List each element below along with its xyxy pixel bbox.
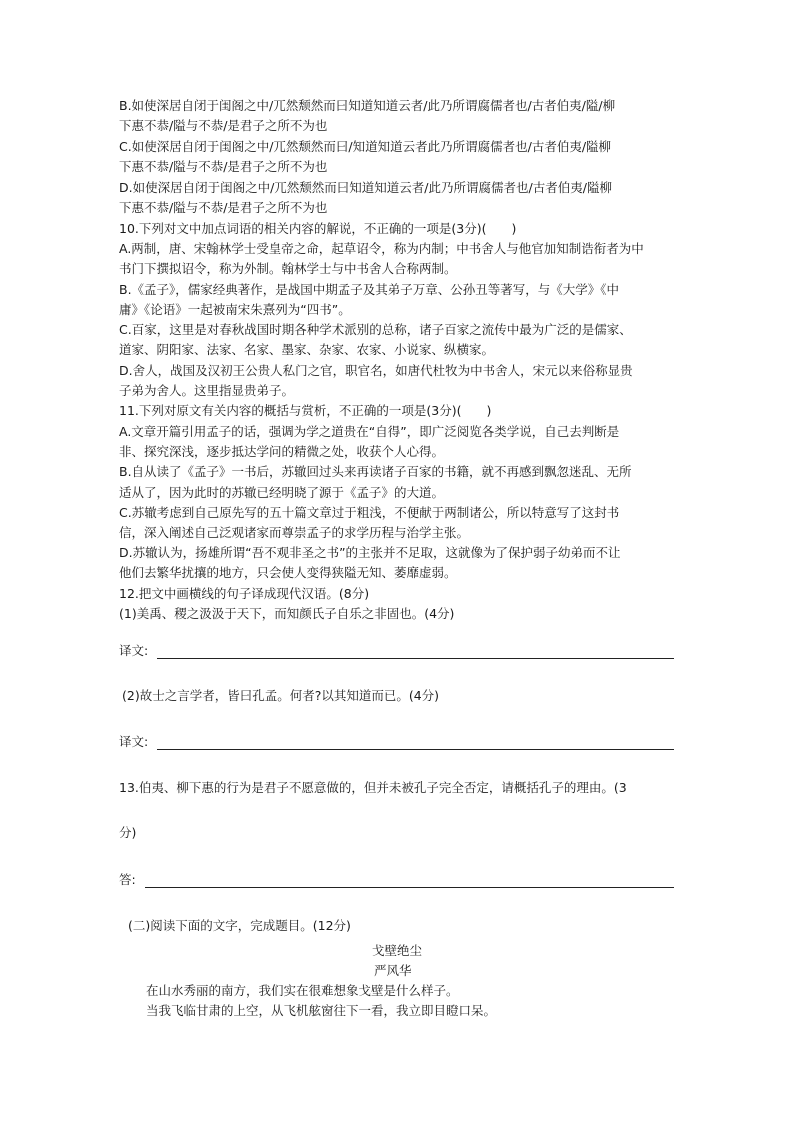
- q10-option-d-line-1: D.舍人，战国及汉初王公贵人私门之官，职官名，如唐代杜牧为中书舍人，宋元以来俗称显贵: [119, 363, 633, 378]
- q11-option-d-line-2: 他们去繁华扰攘的地方，只会使人变得狭隘无知、萎靡虚弱。: [119, 565, 457, 580]
- article-title: 戈壁绝尘: [372, 943, 423, 958]
- q10-option-b-line-2: 庸》《论语》一起被南宋朱熹列为“四书”。: [119, 302, 351, 317]
- section-2-heading: (二)阅读下面的文字，完成题目。(12分): [128, 918, 351, 933]
- q10-option-a-line-1: A.两制，唐、宋翰林学士受皇帝之命，起草诏令，称为内制；中书舍人与他官加知制诰衔者为中: [119, 241, 644, 256]
- option-c-line-1: C.如使深居自闭于闺阁之中/兀然颓然而曰/知道知道云者此乃所谓腐儒者也/古者伯夷/隘柳: [119, 139, 612, 154]
- q10-option-c-line-2: 道家、阴阳家、法家、名家、墨家、杂家、农家、小说家、纵横家。: [119, 342, 495, 357]
- q11-option-c-line-1: C.苏辙考虑到自己原先写的五十篇文章过于粗浅，不便献于两制诸公，所以特意写了这封书: [119, 505, 620, 520]
- question-13-stem-line-1: 13.伯夷、柳下惠的行为是君子不愿意做的，但并未被孔子完全否定，请概括孔子的理由。(3: [119, 780, 627, 795]
- q10-option-b-line-1: B.《孟子》，儒家经典著作，是战国中期孟子及其弟子万章、公孙丑等著写，与《大学》《中: [119, 282, 620, 297]
- q11-option-d-line-1: D.苏辙认为，扬雄所谓“吾不观非圣之书”的主张并不足取，这就像为了保护弱子幼弟而不让: [119, 545, 621, 560]
- q12-item-2: (2)故士之言学者，皆曰孔孟。何者?以其知道而已。(4分): [122, 688, 440, 703]
- q13-answer-row: [119, 870, 674, 890]
- q12-item-1: (1)美禹、稷之汲汲于天下，而知颜氏子自乐之非固也。(4分): [119, 606, 455, 621]
- q12-answer-label-1: 译文:: [119, 643, 149, 658]
- q10-option-d-line-2: 子弟为舍人。这里指显贵弟子。: [119, 383, 295, 398]
- question-10-stem: 10.下列对文中加点词语的相关内容的解说，不正确的一项是(3分)( ): [119, 221, 517, 236]
- q12-answer-row-2: [119, 732, 674, 752]
- q11-option-b-line-2: 适从了，因为此时的苏辙已经明晓了源于《孟子》的大道。: [119, 485, 445, 500]
- option-d-line-2: 下惠不恭/隘与不恭/是君子之所不为也: [119, 200, 328, 215]
- question-11-stem: 11.下列对原文有关内容的概括与赏析，不正确的一项是(3分)( ): [119, 403, 492, 418]
- q11-option-a-line-2: 非、探究深浅，逐步抵达学问的精微之处，收获个人心得。: [119, 444, 445, 459]
- question-12-stem: 12.把文中画横线的句子译成现代汉语。(8分): [119, 586, 370, 601]
- q12-answer-line-2[interactable]: [157, 749, 674, 750]
- article-paragraph-2: 当我飞临甘肃的上空，从飞机舷窗往下一看，我立即目瞪口呆。: [146, 1003, 497, 1018]
- option-b-line-2: 下惠不恭/隘与不恭/是君子之所不为也: [119, 118, 328, 133]
- question-13-stem-line-2: 分): [119, 825, 137, 840]
- article-author: 严风华: [374, 963, 412, 978]
- q13-answer-line[interactable]: [145, 887, 674, 888]
- article-paragraph-1: 在山水秀丽的南方，我们实在很难想象戈壁是什么样子。: [146, 983, 459, 998]
- option-c-line-2: 下惠不恭/隘与不恭/是君子之所不为也: [119, 159, 328, 174]
- option-d-line-1: D.如使深居自闭于闺阁之中/兀然颓然而曰知道知道云者/此乃所谓腐儒者也/古者伯夷/隘柳: [119, 180, 612, 195]
- q10-option-c-line-1: C.百家，这里是对春秋战国时期各种学术派别的总称，诸子百家之流传中最为广泛的是儒家、: [119, 322, 632, 337]
- q11-option-c-line-2: 信，深入阐述自己泛观诸家而尊崇孟子的求学历程与治学主张。: [119, 525, 470, 540]
- q10-option-a-line-2: 书门下撰拟诏令，称为外制。翰林学士与中书舍人合称两制。: [119, 261, 457, 276]
- q11-option-a-line-1: A.文章开篇引用孟子的话，强调为学之道贵在“自得”，即广泛阅览各类学说，自己去判断是: [119, 424, 620, 439]
- q12-answer-row-1: [119, 641, 674, 661]
- q13-answer-label: 答:: [119, 872, 136, 887]
- q12-answer-label-2: 译文:: [119, 734, 149, 749]
- option-b-line-1: B.如使深居自闭于闺阁之中/兀然颓然而曰知道知道云者/此乃所谓腐儒者也/古者伯夷/隘/柳: [119, 98, 616, 113]
- q12-answer-line-1[interactable]: [157, 658, 674, 659]
- q11-option-b-line-1: B.自从读了《孟子》一书后，苏辙回过头来再读诸子百家的书籍，就不再感到飘忽迷乱、无所: [119, 464, 632, 479]
